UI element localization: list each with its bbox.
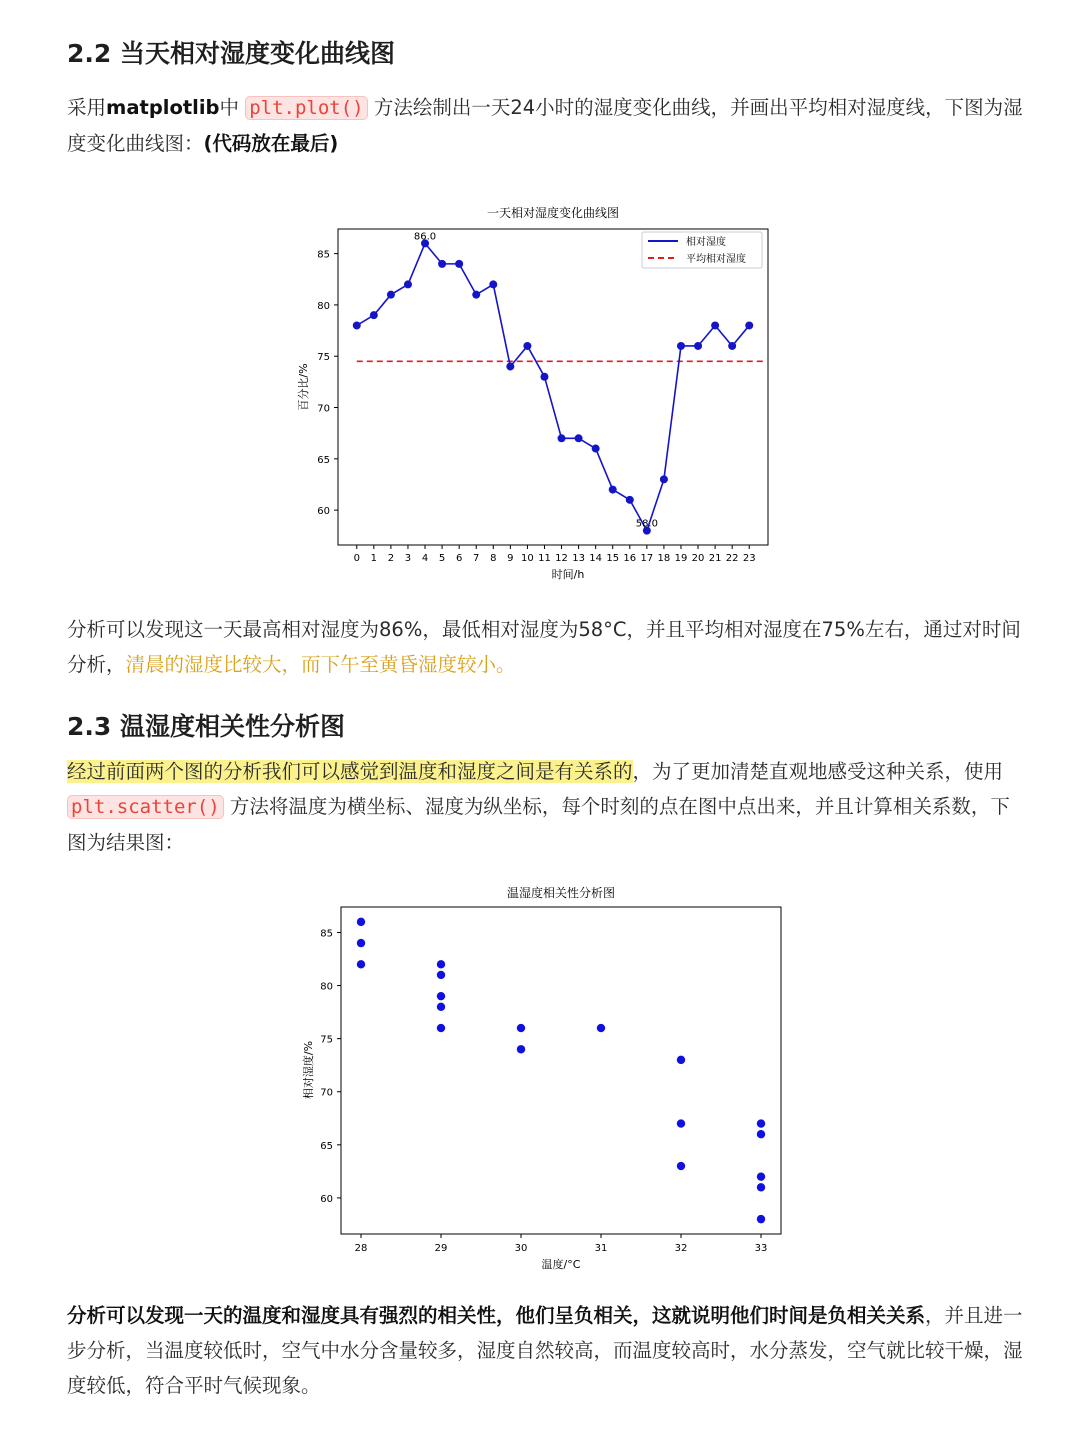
data-point (455, 260, 463, 268)
scatter-point (677, 1119, 685, 1127)
y-tick-label: 60 (317, 506, 330, 518)
x-axis-label: 温度/°C (541, 1258, 581, 1271)
scatter-point (757, 1130, 765, 1138)
text: 中 (219, 96, 240, 119)
scatter-point (757, 1172, 765, 1180)
legend-label-mean: 平均相对湿度 (686, 254, 746, 265)
data-point (745, 321, 753, 329)
x-tick-label: 13 (572, 553, 585, 564)
scatter-point (437, 960, 445, 968)
data-point (660, 475, 668, 483)
x-tick-label: 20 (691, 553, 705, 564)
data-point (489, 280, 497, 288)
data-point (609, 486, 617, 494)
data-point (404, 280, 412, 288)
chart-title: 一天相对湿度变化曲线图 (486, 206, 620, 220)
inline-code-plot: plt.plot() (245, 96, 367, 120)
text: ，并且进一步分析，当温度较低时，空气中水分含量较多，湿度自然较高，而温度较高时，水分蒸发，空气就比较干燥，湿度较低，符合平时气候现象。 (67, 1304, 1023, 1397)
scatter-point (757, 1119, 765, 1127)
plot-area (338, 229, 768, 545)
data-point (558, 434, 566, 442)
scatter-point (357, 960, 365, 968)
y-tick-label: 85 (320, 928, 333, 940)
x-tick-label: 30 (514, 1243, 528, 1254)
data-point (711, 321, 719, 329)
data-point (523, 342, 531, 350)
data-point (472, 291, 480, 299)
x-tick-label: 16 (623, 553, 637, 564)
section-heading-2-3: 2.3 温湿度相关性分析图 (67, 712, 345, 741)
data-point (677, 342, 685, 350)
bold-note: (代码放在最后) (203, 132, 339, 155)
y-axis-label: 百分比/% (297, 363, 310, 411)
text: 分析可以发现这一天最高相对湿度为86%，最低相对湿度为58°C，并且平均相对湿度在75%左右，通过对时间分析， (67, 618, 1021, 676)
data-point (353, 321, 361, 329)
x-tick-label: 31 (594, 1243, 608, 1254)
data-point (540, 373, 548, 381)
x-tick-label: 28 (354, 1243, 368, 1254)
scatter-point (437, 992, 445, 1000)
x-tick-label: 22 (725, 553, 739, 564)
x-tick-label: 12 (555, 553, 568, 564)
data-point (370, 311, 378, 319)
text: 方法绘制出一天24小时的湿度变化曲线，并画出平均相对湿度线，下图为湿度变化曲线图： (67, 96, 1023, 155)
y-tick-label: 65 (317, 454, 330, 466)
y-tick-label: 80 (317, 300, 330, 312)
scatter-point (597, 1024, 605, 1032)
conclusion-paragraph (67, 1298, 1027, 1403)
y-tick-label: 70 (317, 403, 330, 415)
point-annotation: 86.0 (413, 231, 437, 243)
legend (642, 232, 762, 268)
x-tick-label: 23 (742, 553, 756, 564)
x-tick-label: 17 (640, 553, 654, 564)
y-tick-label: 65 (320, 1140, 333, 1152)
data-point (575, 434, 583, 442)
data-point (728, 342, 736, 350)
chart-title: 温湿度相关性分析图 (506, 886, 616, 900)
x-tick-label: 32 (674, 1243, 688, 1254)
scatter-point (677, 1056, 685, 1064)
scatter-point (517, 1024, 525, 1032)
x-tick-label: 8 (490, 553, 497, 564)
point-annotation: 58.0 (635, 518, 658, 530)
data-point (506, 362, 514, 370)
x-tick-label: 3 (404, 553, 412, 564)
x-tick-label: 15 (606, 553, 620, 564)
analysis-paragraph-1 (67, 612, 1027, 682)
y-tick-label: 75 (317, 352, 330, 364)
x-tick-label: 14 (589, 553, 603, 564)
plot-area (341, 907, 781, 1234)
x-tick-label: 9 (507, 553, 514, 564)
data-point (387, 291, 395, 299)
legend-label-humidity: 相对湿度 (686, 237, 726, 248)
bold-conclusion: 分析可以发现一天的温度和湿度具有强烈的相关性，他们呈负相关，这就说明他们时间是负相关关系 (67, 1304, 926, 1327)
x-tick-label: 1 (370, 553, 378, 564)
library-name: matplotlib (106, 96, 220, 119)
scatter-intro-paragraph (67, 754, 1027, 860)
x-tick-label: 21 (708, 553, 722, 564)
scatter-point (757, 1183, 765, 1191)
highlighted-text: 经过前面两个图的分析我们可以感觉到温度和湿度之间是有关系的 (67, 760, 633, 783)
x-tick-label: 6 (455, 553, 463, 564)
scatter-point (437, 971, 445, 979)
humidity-line-chart (290, 198, 790, 590)
intro-paragraph (67, 90, 1027, 161)
data-point (438, 260, 446, 268)
y-axis-label: 相对湿度/% (302, 1040, 315, 1100)
x-tick-label: 0 (353, 553, 360, 564)
x-tick-label: 7 (473, 553, 480, 564)
x-tick-label: 18 (657, 553, 671, 564)
data-point (626, 496, 634, 504)
scatter-point (437, 1003, 445, 1011)
x-tick-label: 19 (674, 553, 688, 564)
text: 方法将温度为横坐标、湿度为纵坐标，每个时刻的点在图中点出来，并且计算相关系数，下图为结果图： (67, 795, 1010, 854)
y-tick-label: 60 (320, 1193, 333, 1205)
scatter-point (437, 1024, 445, 1032)
highlight-text: 清晨的湿度比较大，而下午至黄昏湿度较小。 (125, 653, 516, 676)
x-tick-label: 29 (434, 1243, 448, 1254)
y-tick-label: 80 (320, 981, 333, 993)
y-tick-label: 70 (320, 1087, 333, 1099)
scatter-point (357, 939, 365, 947)
text: 采用 (67, 96, 107, 119)
x-tick-label: 4 (421, 553, 429, 564)
x-axis-label: 时间/h (551, 568, 585, 581)
x-tick-label: 11 (538, 553, 551, 564)
y-tick-label: 85 (317, 249, 330, 261)
scatter-point (757, 1215, 765, 1223)
text: ，为了更加清楚直观地感受这种关系，使用 (632, 760, 1004, 783)
x-tick-label: 33 (754, 1243, 768, 1254)
data-point (694, 342, 702, 350)
scatter-point (517, 1045, 525, 1053)
scatter-point (357, 918, 365, 926)
x-tick-label: 2 (387, 553, 395, 564)
section-heading-2-2: 2.2 当天相对湿度变化曲线图 (67, 39, 395, 68)
scatter-point (677, 1162, 685, 1170)
temp-humidity-scatter-chart (290, 878, 800, 1278)
x-tick-label: 10 (521, 553, 534, 564)
y-tick-label: 75 (320, 1034, 333, 1046)
x-tick-label: 5 (438, 553, 446, 564)
inline-code-scatter: plt.scatter() (67, 795, 224, 819)
data-point (592, 445, 600, 453)
